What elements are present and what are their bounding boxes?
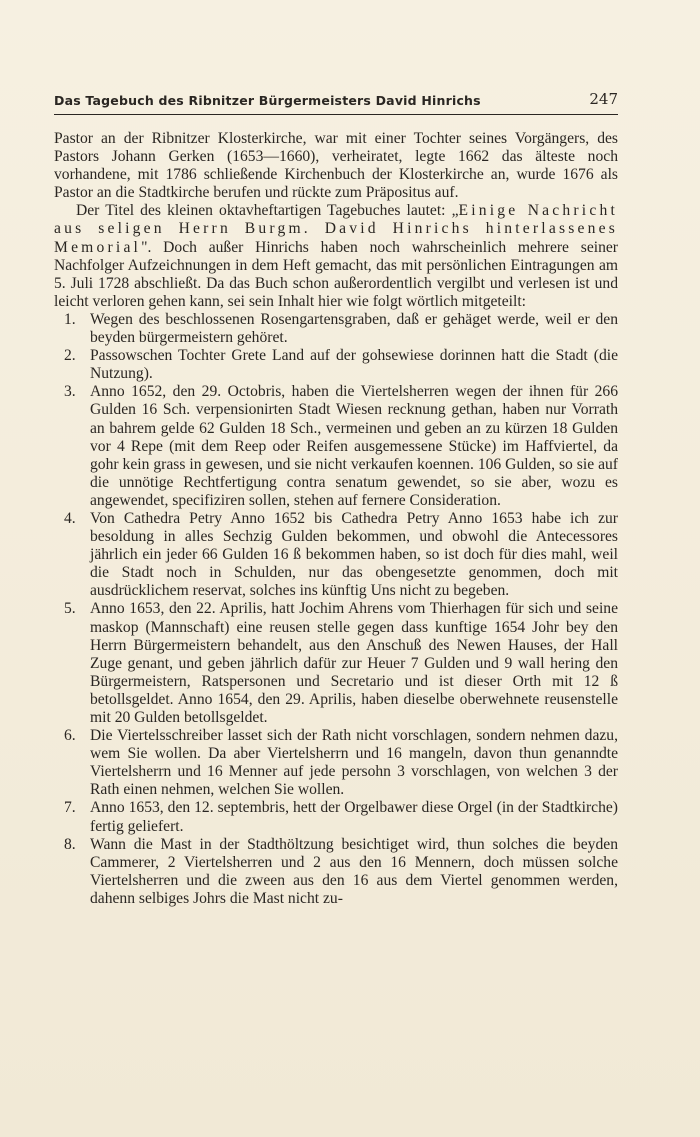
list-item xyxy=(54,347,618,383)
paragraph-1: Pastor an der Ribnitzer Klosterkirche, war mit einer Tochter seines Vorgängers, des Pastors Johann Gerken (1653—1660), verheiratet, legte 1662 das älteste noch vorhandene, mit 1786 schließende Kirchenbuch der Klosterkirche an, wurde 1676 als Pastor an die Stadtkirche berufen und rückte zum Präpositus auf. xyxy=(54,130,618,202)
list-item xyxy=(54,799,618,835)
item-text: Von Cathedra Petry Anno 1652 bis Cathedra Petry Anno 1653 habe ich zur besoldung in alles Sechzig Gulden bekommen, und obwohl die Antecessores jährlich ein jeder 66 Gulden 16 ß bekommen haben, so ist doch für dies mahl, weil die Stadt noch in Schulden, nur das obengesetzte genommen, doch mit ausdrücklichem reservat, solches ins künftig Uns nicht zu begeben. xyxy=(90,509,618,600)
list-item xyxy=(54,600,618,727)
item-number: 2. xyxy=(64,347,76,365)
header-rule xyxy=(54,114,618,115)
item-text: Die Viertelsschreiber lasset sich der Rath nicht vorschlagen, sondern nehmen dazu, wem Sie wollen. Da aber Viertelsherrn und 16 mangeln, davon thun genanndte Viertelsherrn und 16 Menner auf jede persohn 3 vorschlagen, von welchen 3 der Rath einen nehmen, welchen Sie wollen. xyxy=(90,727,618,799)
list-item xyxy=(54,383,618,510)
item-number: 1. xyxy=(64,310,76,328)
page-number: 247 xyxy=(589,90,618,108)
item-number: 5. xyxy=(64,600,76,618)
item-number: 6. xyxy=(64,727,76,745)
item-number: 7. xyxy=(64,799,76,817)
item-number: 8. xyxy=(64,835,76,853)
item-text: Wann die Mast in der Stadthöltzung besichtiget wird, thun solches die beyden Cammerer, 2 Viertelsherren und 2 aus den 16 Mennern, doch müssen solche Viertelsherren und die zween aus den 16 aus dem Viertel genommen werden, dahenn selbiges Johrs die Mast nicht zu- xyxy=(90,835,618,907)
list-item xyxy=(54,727,618,799)
paragraph-2 xyxy=(54,202,618,311)
list-item xyxy=(54,510,618,600)
page-body xyxy=(54,130,618,908)
item-text: Passowschen Tochter Grete Land auf der gohsewiese dorinnen hatt die Stadt (die Nutzung). xyxy=(90,347,618,383)
diary-title: Einige Nachricht aus seligen Herrn Burgm. David Hinrichs hinterlassenes Memorial xyxy=(54,202,618,256)
item-number: 3. xyxy=(64,383,76,401)
item-text: Wegen des beschlossenen Rosengartensgraben, daß er gehäget werde, weil er den beyden bürgermeistern gehöret. xyxy=(90,310,618,347)
item-text: Anno 1652, den 29. Octobris, haben die Viertelsherren wegen der ihnen für 266 Gulden 16 Sch. verpensionirten Stadt Wiesen recknung gethan, haben nur Vorrath an bahrem gelde 62 Gulden 18 Sch., vermeinen und geben an zu kürzen 18 Gulden vor 4 Repe (mit dem Reep oder Reifen ausgemessene Stücke) im Haffviertel, da gohr kein grass in gewesen, und sie nicht verkaufen koennen. 106 Gulden, so sie auf die unnötige Rechtfertigung contra senatum gewendet, so sie aber, wozu es angewendet, specifiziren sollen, stehen auf fernere Consideration. xyxy=(90,383,618,509)
item-text: Anno 1653, den 22. Aprilis, hatt Jochim Ahrens vom Thierhagen für sich und seine maskop (Mannschaft) eine reusen stelle gegen dass kunftige 1654 Johr bey den Herrn Bürgermeistern behandelt, aus den Anschuß des Newen Hauses, der Hall Zuge genant, und geben jährlich dafür zur Heuer 7 Gulden und 9 wall hering den Bürgermeistern, Ratspersonen und Secretario und ist dieser Orth mit 12 ß betollsgeldet. Anno 1654, den 29. Aprilis, haben dieselbe oberwehnete reusenstelle mit 20 Gulden betollsgeldet. xyxy=(90,600,618,726)
paragraph-2-end: ". Doch außer Hinrichs haben noch wahrscheinlich mehrere seiner Nachfolger Aufzeichnungen in dem Heft gemacht, das mit persönlichen Eintragungen am 5. Juli 1728 abschließt. Da das Buch schon außerordentlich vergilbt und verlesen ist und leicht verloren gehen kann, sei sein Inhalt hier wie folgt wörtlich mitgeteilt: xyxy=(54,238,618,310)
list-item xyxy=(54,836,618,908)
paragraph-2-start: Der Titel des kleinen oktavheftartigen Tagebuches lautet: „ xyxy=(76,202,459,220)
item-text: Anno 1653, den 12. septembris, hett der Orgelbawer diese Orgel (in der Stadtkirche) fertig geliefert. xyxy=(90,799,618,835)
diary-entries-list xyxy=(54,311,618,908)
running-header xyxy=(54,90,618,111)
item-number: 4. xyxy=(64,509,76,527)
list-item xyxy=(54,311,618,347)
running-title: Das Tagebuch des Ribnitzer Bürgermeisters David Hinrichs xyxy=(54,93,481,108)
